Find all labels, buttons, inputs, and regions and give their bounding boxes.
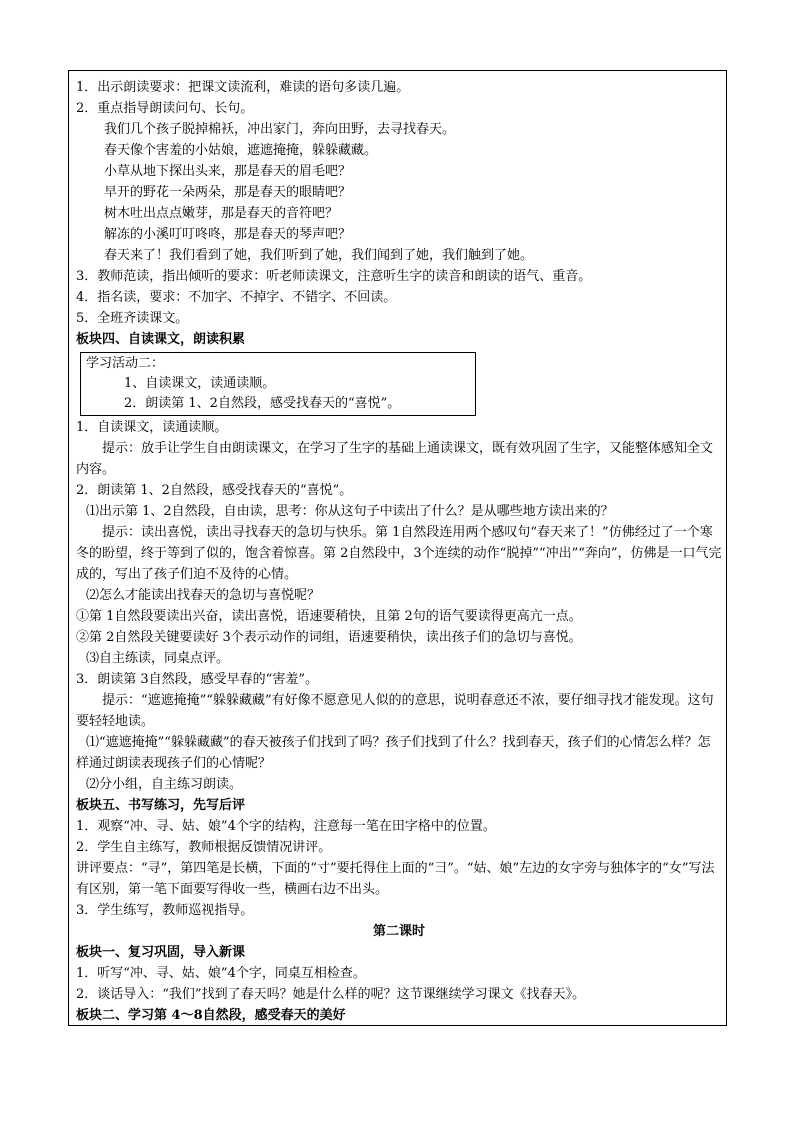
poem-line: 春天像个害羞的小姑娘，遮遮掩掩，躲躲藏藏。: [104, 143, 378, 158]
document-content: [76, 77, 722, 1026]
question-line: ⑵怎么才能读出找春天的急切与喜悦呢？: [86, 588, 321, 603]
text-line: 2．谈话导入：“我们”找到了春天吗？她是什么样的呢？这节课继续学习课文《找春天》。: [76, 987, 586, 1002]
text-line: 2．朗读第 1、2自然段，感受找春天的“喜悦”。: [76, 483, 353, 498]
question-paragraph: ⑴“遮遮掩掩”“躲躲藏藏”的春天被孩子们找到了吗？孩子们找到了什么？找到春天，孩子们的心情怎么样？怎样通过朗读表现孩子们的心情呢？: [76, 735, 711, 771]
activity-box: [80, 352, 476, 416]
section-heading: 板块一、复习巩固，导入新课: [76, 945, 246, 960]
text-line: 2．重点指导朗读问句、长句。: [76, 101, 254, 116]
poem-line: 早开的野花一朵两朵，那是春天的眼睛吧？: [104, 185, 352, 200]
poem-line: 春天来了！我们看到了她，我们听到了她，我们闻到了她，我们触到了她。: [104, 248, 534, 263]
text-line: 4．指名读，要求：不加字、不掉字、不错字、不回读。: [76, 290, 397, 305]
tip-paragraph: 提示：放手让学生自由朗读课文，在学习了生字的基础上通读课文，既有效巩固了生字，又能整体感知全文内容。: [76, 441, 714, 477]
activity-title: 学习活动二：: [86, 356, 165, 371]
activity-item: 2．朗读第 1、2自然段，感受找春天的“喜悦”。: [124, 396, 401, 411]
text-paragraph: 讲评要点：“寻”，第四笔是长横，下面的“寸”要托得住上面的“彐”。“姑、娘”左边的女字旁与独体字的“女”写法有区别，第一笔下面要写得收一些，横画右边不出头。: [76, 861, 715, 897]
text-line: 3．教师范读，指出倾听的要求：听老师读课文，注意听生字的读音和朗读的语气、重音。: [76, 269, 592, 284]
tip-paragraph: 提示：“遮遮掩掩”“躲躲藏藏”有好像不愿意见人似的的意思，说明春意还不浓，要仔细寻找才能发现。这句要轻轻地读。: [76, 693, 714, 729]
tip-paragraph: 提示：读出喜悦，读出寻找春天的急切与快乐。第 1自然段连用两个感叹句“春天来了！”仿佛经过了一个寒冬的盼望，终于等到了似的，饱含着惊喜。第 2自然段中，3个连续的动作“脱掉”“冲出”“奔向”，仿佛是一口气完成的，写出了孩子们迫不及待的心情。: [76, 525, 722, 582]
text-line: 1．出示朗读要求：把课文读流利，难读的语句多读几遍。: [76, 80, 410, 95]
point-line: ①第 1自然段要读出兴奋，读出喜悦，语速要稍快，且第 2句的语气要读得更高亢一点。: [76, 609, 582, 624]
activity-item: 1、自读课文，读通读顺。: [124, 376, 276, 391]
poem-line: 我们几个孩子脱掉棉袄，冲出家门，奔向田野，去寻找春天。: [104, 122, 456, 137]
text-line: 1．自读课文，读通读顺。: [76, 420, 228, 435]
section-heading: 板块四、自读课文，朗读积累: [76, 332, 246, 347]
text-line: 3．学生练写，教师巡视指导。: [76, 903, 254, 918]
question-line: ⑶自主练读，同桌点评。: [86, 651, 230, 666]
text-line: 1．观察“冲、寻、姑、娘”4个字的结构，注意每一笔在田字格中的位置。: [76, 819, 496, 834]
question-line: ⑴出示第 1、2自然段，自由读，思考：你从这句子中读出了什么？是从哪些地方读出来的？: [86, 504, 614, 519]
poem-line: 小草从地下探出头来，那是春天的眉毛吧？: [104, 164, 352, 179]
question-line: ⑵分小组，自主练习朗读。: [86, 777, 243, 792]
lesson-title: 第二课时: [372, 924, 425, 939]
poem-line: 解冻的小溪叮叮咚咚，那是春天的琴声吧？: [104, 227, 352, 242]
point-line: ②第 2自然段关键要读好 3个表示动作的词组，语速要稍快，读出孩子们的急切与喜悦。: [76, 630, 582, 645]
text-line: 1．听写“冲、寻、姑、娘”4个字，同桌互相检查。: [76, 966, 366, 981]
section-heading: 板块五、书写练习，先写后评: [76, 798, 246, 813]
text-line: 5．全班齐读课文。: [76, 311, 189, 326]
poem-line: 树木吐出点点嫩芽，那是春天的音符吧？: [104, 206, 339, 221]
text-line: 3．朗读第 3自然段，感受早春的“害羞”。: [76, 672, 318, 687]
text-line: 2．学生自主练写，教师根据反馈情况讲评。: [76, 840, 332, 855]
section-heading: 板块二、学习第 4～8自然段，感受春天的美好: [76, 1008, 346, 1023]
